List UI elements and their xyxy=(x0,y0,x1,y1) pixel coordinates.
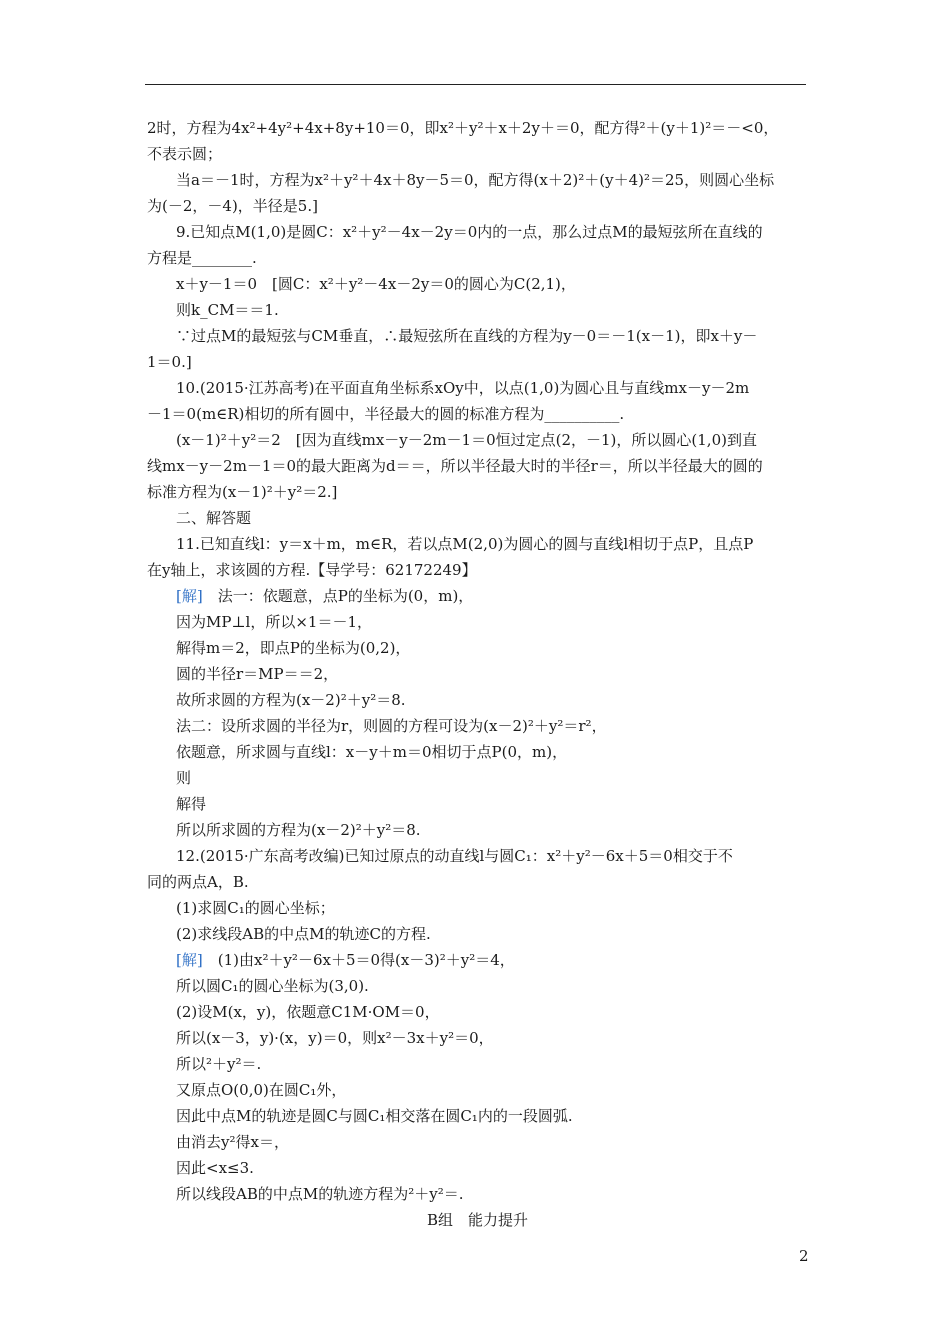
text-line xyxy=(147,843,808,869)
text-line xyxy=(147,947,808,973)
text-line xyxy=(147,141,808,167)
text-line-content: 因为MP⊥l，所以×1＝－1， xyxy=(176,613,373,631)
text-line-content: 所以圆C₁的圆心坐标为(3,0). xyxy=(176,977,369,995)
text-line xyxy=(147,661,808,687)
text-line xyxy=(147,193,808,219)
text-line-content: 则 xyxy=(176,769,192,787)
text-line-content: (2)求线段AB的中点M的轨迹C的方程. xyxy=(176,925,431,943)
text-line xyxy=(147,505,808,531)
solution-tag: [解] xyxy=(176,587,203,605)
text-line-content: (1)由x²＋y²－6x＋5＝0得(x－3)²＋y²＝4， xyxy=(217,951,515,969)
text-line-content: 12.(2015·广东高考改编)已知过原点的动直线l与圆C₁：x²＋y²－6x＋5＝0相交于不 xyxy=(176,847,733,865)
text-line-content: 所以²＋y²＝. xyxy=(176,1055,262,1073)
text-line xyxy=(147,609,808,635)
text-line xyxy=(147,167,808,193)
text-line xyxy=(147,973,808,999)
text-line-content: x＋y－1＝0 [圆C：x²＋y²－4x－2y＝0的圆心为C(2,1)， xyxy=(176,275,576,293)
text-line xyxy=(147,297,808,323)
text-line-content: 2时，方程为4x²+4y²+4x+8y+10＝0，即x²＋y²＋x＋2y＋＝0，配方得²＋(y＋1)²＝－<0， xyxy=(147,119,779,137)
text-line xyxy=(147,323,808,349)
text-line-content: 线mx－y－2m－1＝0的最大距离为d＝＝，所以半径最大时的半径r＝，所以半径最大的圆的 xyxy=(147,457,763,475)
text-line-content: 同的两点A，B. xyxy=(147,873,249,891)
text-line xyxy=(147,401,808,427)
text-line xyxy=(147,1207,808,1233)
text-line xyxy=(147,635,808,661)
text-line-content: 当a＝－1时，方程为x²＋y²＋4x＋8y－5＝0，配方得(x＋2)²＋(y＋4)²＝25，则圆心坐标 xyxy=(176,171,775,189)
text-line xyxy=(147,479,808,505)
text-line-content: －1＝0(m∈R)相切的所有圆中，半径最大的圆的标准方程为__________. xyxy=(147,405,625,423)
text-line-content: 10.(2015·江苏高考)在平面直角坐标系xOy中，以点(1,0)为圆心且与直线mx－y－2m xyxy=(176,379,750,397)
text-line-content: 法一：依题意，点P的坐标为(0，m)， xyxy=(217,587,474,605)
text-line-content: 二、解答题 xyxy=(176,509,252,527)
text-line-content: 圆的半径r＝MP＝＝2， xyxy=(176,665,339,683)
text-line xyxy=(147,999,808,1025)
text-line-content: ∵过点M的最短弦与CM垂直，∴最短弦所在直线的方程为y－0＝－1(x－1)，即x＋y－ xyxy=(176,327,758,345)
text-line xyxy=(147,739,808,765)
text-line xyxy=(147,817,808,843)
text-line xyxy=(147,453,808,479)
text-line-content: 法二：设所求圆的半径为r，则圆的方程可设为(x－2)²＋y²＝r²， xyxy=(176,717,607,735)
text-line xyxy=(147,895,808,921)
text-line-content: 解得 xyxy=(176,795,207,813)
text-line-content: 又原点O(0,0)在圆C₁外， xyxy=(176,1081,347,1099)
text-line xyxy=(147,765,808,791)
text-line-content: (1)求圆C₁的圆心坐标； xyxy=(176,899,335,917)
document-body xyxy=(147,115,808,1233)
text-line-content: 不表示圆； xyxy=(147,145,223,163)
text-line xyxy=(147,791,808,817)
text-line xyxy=(147,349,808,375)
text-line xyxy=(147,1025,808,1051)
header-rule xyxy=(145,84,806,85)
text-line-content: 故所求圆的方程为(x－2)²＋y²＝8. xyxy=(176,691,406,709)
text-line-content: 1＝0.] xyxy=(147,353,192,371)
text-line xyxy=(147,375,808,401)
text-line xyxy=(147,583,808,609)
text-line-content: 解得m＝2，即点P的坐标为(0,2)， xyxy=(176,639,411,657)
page-number: 2 xyxy=(799,1247,809,1265)
text-line xyxy=(147,245,808,271)
text-line-content: 因此中点M的轨迹是圆C与圆C₁相交落在圆C₁内的一段圆弧. xyxy=(176,1107,573,1125)
text-line-content: 标准方程为(x－1)²＋y²＝2.] xyxy=(147,483,338,501)
text-line xyxy=(147,869,808,895)
text-line-content: 所以所求圆的方程为(x－2)²＋y²＝8. xyxy=(176,821,421,839)
solution-tag: [解] xyxy=(176,951,203,969)
text-line xyxy=(147,115,808,141)
text-line-content: B组 能力提升 xyxy=(426,1211,529,1229)
text-line xyxy=(147,1129,808,1155)
text-line-content: (2)设M(x，y)，依题意C1M·OM＝0， xyxy=(176,1003,440,1021)
text-line xyxy=(147,531,808,557)
text-line xyxy=(147,219,808,245)
text-line-content: 依题意，所求圆与直线l：x－y＋m＝0相切于点P(0，m)， xyxy=(176,743,568,761)
text-line-content: 为(－2，－4)，半径是5.] xyxy=(147,197,318,215)
text-line xyxy=(147,687,808,713)
text-line xyxy=(147,427,808,453)
text-line-content: 11.已知直线l：y＝x＋m，m∈R，若以点M(2,0)为圆心的圆与直线l相切于点P，且点P xyxy=(176,535,754,553)
text-line xyxy=(147,1103,808,1129)
text-line xyxy=(147,1155,808,1181)
text-line xyxy=(147,713,808,739)
text-line-content: (x－1)²＋y²＝2 [因为直线mx－y－2m－1＝0恒过定点(2，－1)，所以圆心(1,0)到直 xyxy=(176,431,757,449)
text-line-content: 方程是________. xyxy=(147,249,257,267)
text-line xyxy=(147,1051,808,1077)
text-line xyxy=(147,1181,808,1207)
text-line xyxy=(147,921,808,947)
text-line xyxy=(147,1077,808,1103)
text-line xyxy=(147,557,808,583)
text-line-content: 9.已知点M(1,0)是圆C：x²＋y²－4x－2y＝0内的一点，那么过点M的最短弦所在直线的 xyxy=(176,223,763,241)
text-line xyxy=(147,271,808,297)
text-line-content: 在y轴上，求该圆的方程.【导学号：62172249】 xyxy=(147,561,477,579)
text-line-content: 由消去y²得x＝， xyxy=(176,1133,289,1151)
text-line-content: 所以线段AB的中点M的轨迹方程为²＋y²＝. xyxy=(176,1185,464,1203)
text-line-content: 所以(x－3，y)·(x，y)＝0，则x²－3x＋y²＝0， xyxy=(176,1029,494,1047)
text-line-content: 则k_CM＝＝1. xyxy=(176,301,279,319)
text-line-content: 因此<x≤3. xyxy=(176,1159,254,1177)
